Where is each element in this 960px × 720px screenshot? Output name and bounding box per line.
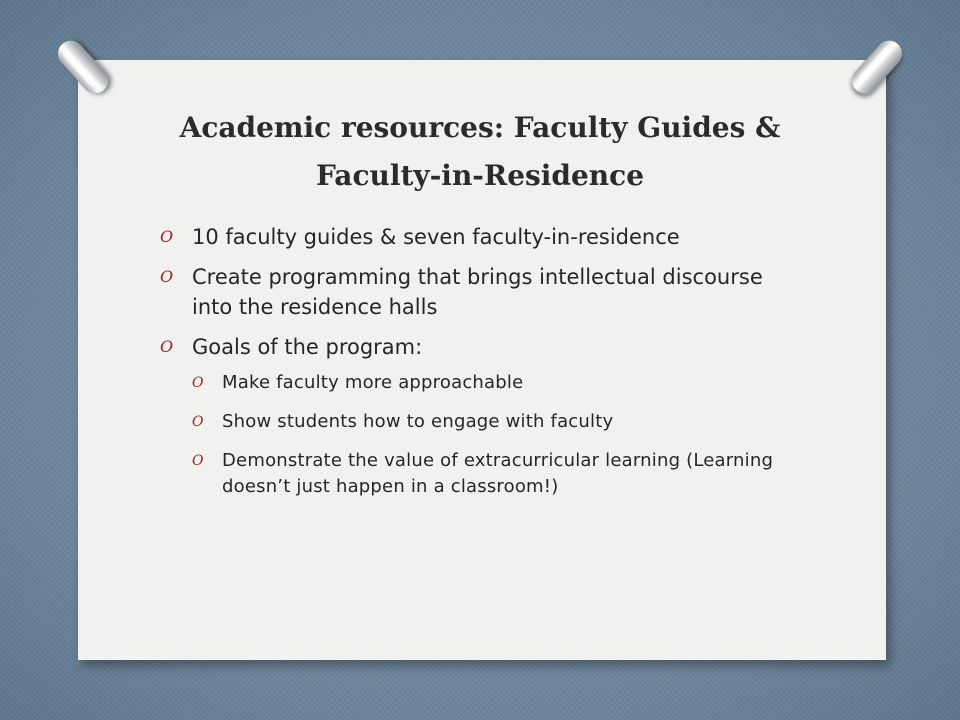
slide-title-line-2: Faculty-in-Residence [315,159,645,192]
sub-bullet-marker-icon: O [192,414,204,430]
sub-bullet-text: Make faculty more approachable [222,372,524,393]
sub-bullet-marker-icon: O [192,453,204,469]
list-item [160,332,800,500]
sub-bullet-marker-icon: O [192,375,204,391]
sub-list-item [192,370,800,396]
bullet-text: 10 faculty guides & seven faculty-in-residence [192,225,680,249]
bullet-list [160,222,800,513]
slide-title [0,104,960,200]
sub-list-item [192,448,800,500]
bullet-marker-icon: O [160,267,174,286]
sub-bullet-text: Demonstrate the value of extracurricular learning (Learning doesn’t just happen in a classroom!) [222,450,774,497]
sub-bullet-text: Show students how to engage with faculty [222,411,614,432]
slide-title-line-1: Academic resources: Faculty Guides & [179,111,781,144]
bullet-marker-icon: O [160,227,174,246]
bullet-text: Goals of the program: [192,335,423,359]
bullet-marker-icon: O [160,337,174,356]
sub-bullet-list [192,370,800,500]
list-item [160,222,800,252]
list-item [160,262,800,322]
bullet-text: Create programming that brings intellectual discourse into the residence halls [192,265,763,319]
sub-list-item [192,409,800,435]
